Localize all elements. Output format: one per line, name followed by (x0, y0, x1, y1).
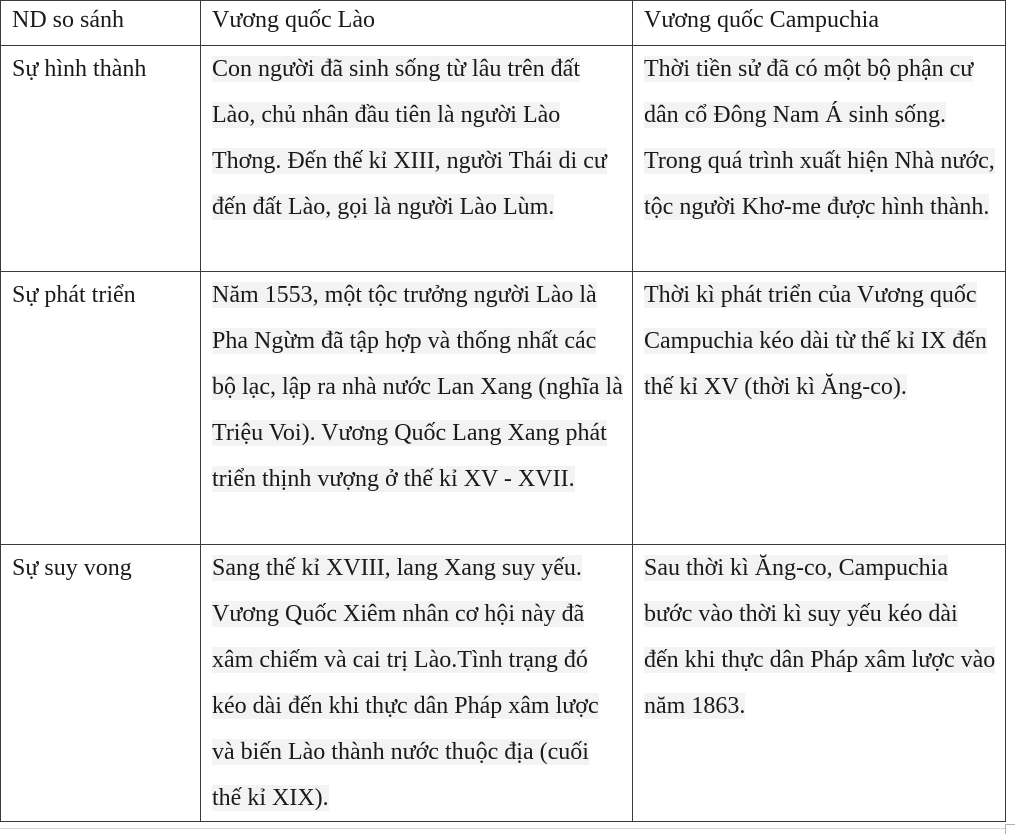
row-label-development: Sự phát triển (12, 282, 136, 308)
lao-development-text: Năm 1553, một tộc trưởng người Lào là Pha Ngừm đã tập hợp và thống nhất các bộ lạc, lập ra nhà nước Lan Xang (nghĩa là Triệu Voi). Vương Quốc Lang Xang phát triển thịnh vượng ở thế kỉ XV - XVII. (212, 282, 623, 492)
header-cell-criteria (1, 1, 201, 46)
header-cell-lao (201, 1, 633, 46)
campuchia-formation-text: Thời tiền sử đã có một bộ phận cư dân cổ Đông Nam Á sinh sống. Trong quá trình xuất hiện Nhà nước, tộc người Khơ-me được hình thành. (644, 56, 995, 220)
row-label-cell (1, 545, 201, 822)
lao-decline-text: Sang thế kỉ XVIII, lang Xang suy yếu. Vương Quốc Xiêm nhân cơ hội này đã xâm chiếm và cai trị Lào.Tình trạng đó kéo dài đến khi thực dân Pháp xâm lược và biến Lào thành nước thuộc địa (cuối thế kỉ XIX). (212, 555, 599, 811)
table-header-row (1, 1, 1006, 46)
row-label-decline: Sự suy vong (12, 555, 132, 581)
page-bottom-rule (0, 828, 1005, 829)
row-label-formation: Sự hình thành (12, 56, 147, 82)
campuchia-cell (633, 272, 1006, 545)
table-row-formation (1, 46, 1006, 272)
header-criteria-text: ND so sánh (12, 7, 124, 33)
header-lao-text: Vương quốc Lào (212, 7, 375, 33)
header-cell-campuchia (633, 1, 1006, 46)
table-resize-handle[interactable] (1005, 824, 1015, 834)
campuchia-cell (633, 46, 1006, 272)
lao-formation-text: Con người đã sinh sống từ lâu trên đất Lào, chủ nhân đầu tiên là người Lào Thơng. Đến thế kỉ XIII, người Thái di cư đến đất Lào, gọi là người Lào Lùm. (212, 56, 607, 220)
campuchia-cell (633, 545, 1006, 822)
lao-cell (201, 272, 633, 545)
lao-cell (201, 545, 633, 822)
lao-cell (201, 46, 633, 272)
table-row-decline (1, 545, 1006, 822)
table-row-development (1, 272, 1006, 545)
row-label-cell (1, 46, 201, 272)
row-label-cell (1, 272, 201, 545)
header-campuchia-text: Vương quốc Campuchia (644, 7, 879, 33)
campuchia-development-text: Thời kì phát triển của Vương quốc Campuchia kéo dài từ thế kỉ IX đến thế kỉ XV (thời kì Ăng-co). (644, 282, 987, 400)
campuchia-decline-text: Sau thời kì Ăng-co, Campuchia bước vào thời kì suy yếu kéo dài đến khi thực dân Pháp xâm lược vào năm 1863. (644, 555, 996, 719)
